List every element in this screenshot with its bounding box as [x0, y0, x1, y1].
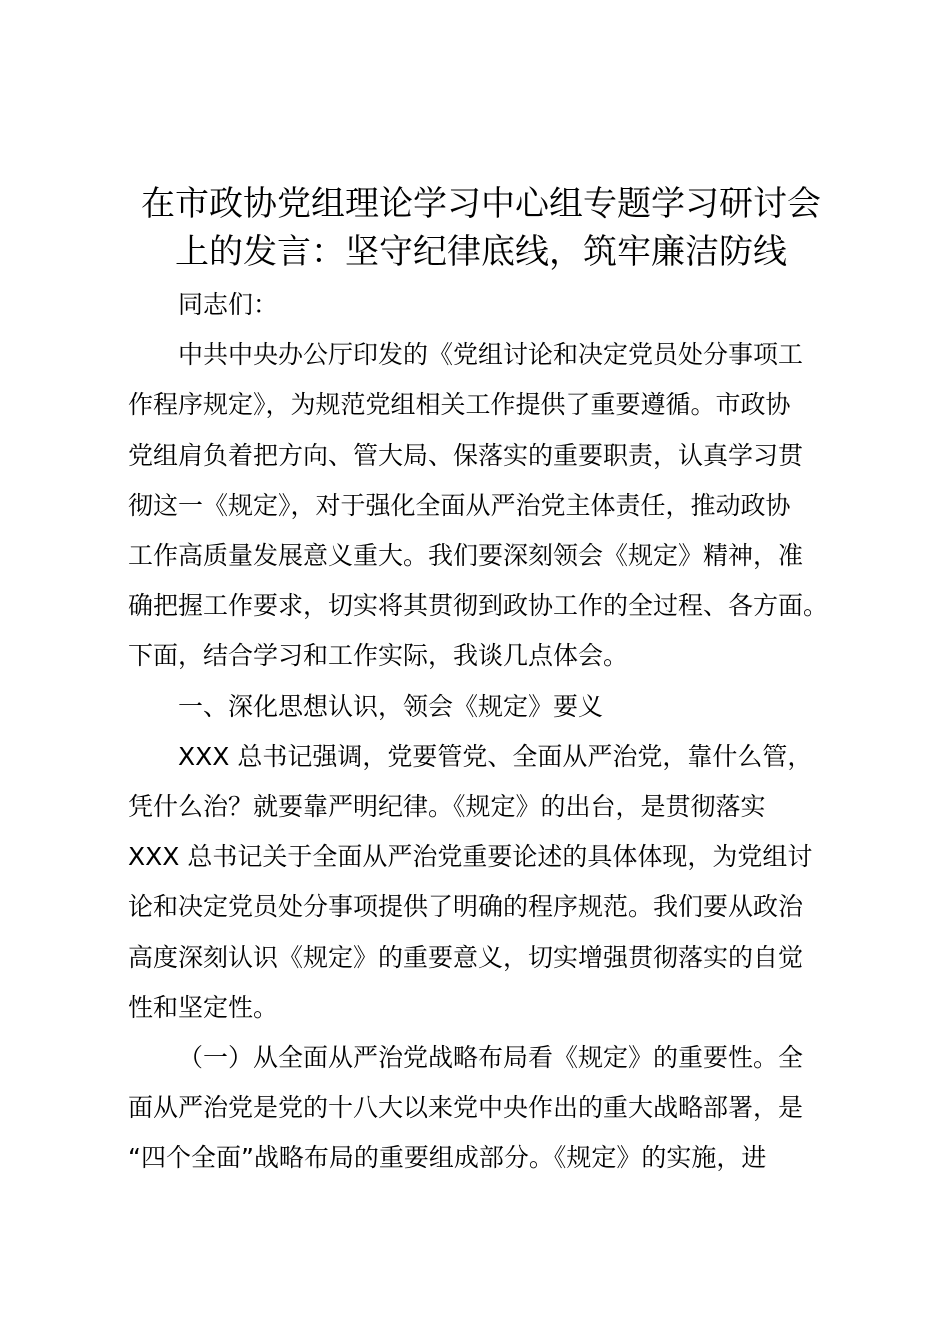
text-line: 同志们： — [178, 290, 279, 319]
text-line: 下面，结合学习和工作实际，我谈几点体会。 — [128, 641, 629, 671]
document-body — [128, 280, 834, 1184]
text-line: XXX 总书记关于全面从严治党重要论述的具体体现，为党组讨 — [128, 842, 813, 872]
salutation — [128, 280, 834, 330]
text-line: “四个全面”战略布局的重要组成部分。《规定》的实施，进 — [128, 1143, 767, 1173]
text-line: 凭什么治？就要靠严明纪律。《规定》的出台，是贯彻落实 — [128, 792, 766, 822]
paragraph-section-one — [128, 732, 834, 1033]
text-line: 工作高质量发展意义重大。我们要深刻领会《规定》精神，准 — [128, 541, 804, 571]
text-line: 作程序规定》，为规范党组相关工作提供了重要遵循。市政协 — [128, 390, 791, 420]
paragraph-subsection-one — [128, 1033, 834, 1184]
document-page — [128, 180, 834, 1184]
text-line: 党组肩负着把方向、管大局、保落实的重要职责，认真学习贯 — [128, 440, 804, 470]
text-line: （一）从全面从严治党战略布局看《规定》的重要性。全 — [178, 1043, 804, 1073]
title-line: 在市政协党组理论学习中心组专题学习研讨会 — [141, 184, 821, 224]
paragraph-intro — [128, 330, 834, 681]
text-line: 确把握工作要求，切实将其贯彻到政协工作的全过程、各方面。 — [128, 591, 829, 621]
text-line: 面从严治党是党的十八大以来党中央作出的重大战略部署，是 — [128, 1093, 804, 1123]
text-line: 性和坚定性。 — [128, 992, 279, 1022]
text-line: 彻这一《规定》，对于强化全面从严治党主体责任，推动政协 — [128, 490, 791, 520]
section-heading — [128, 682, 834, 732]
text-line: 高度深刻认识《规定》的重要意义，切实增强贯彻落实的自觉 — [128, 942, 804, 972]
document-title — [128, 180, 834, 276]
title-line: 上的发言：坚守纪律底线，筑牢廉洁防线 — [175, 232, 787, 272]
text-line: 中共中央办公厅印发的《党组讨论和决定党员处分事项工 — [178, 340, 804, 370]
text-line: 论和决定党员处分事项提供了明确的程序规范。我们要从政治 — [128, 892, 804, 922]
text-line: XXX 总书记强调，党要管党、全面从严治党，靠什么管， — [178, 741, 813, 771]
text-line: 一、深化思想认识，领会《规定》要义 — [178, 691, 604, 721]
